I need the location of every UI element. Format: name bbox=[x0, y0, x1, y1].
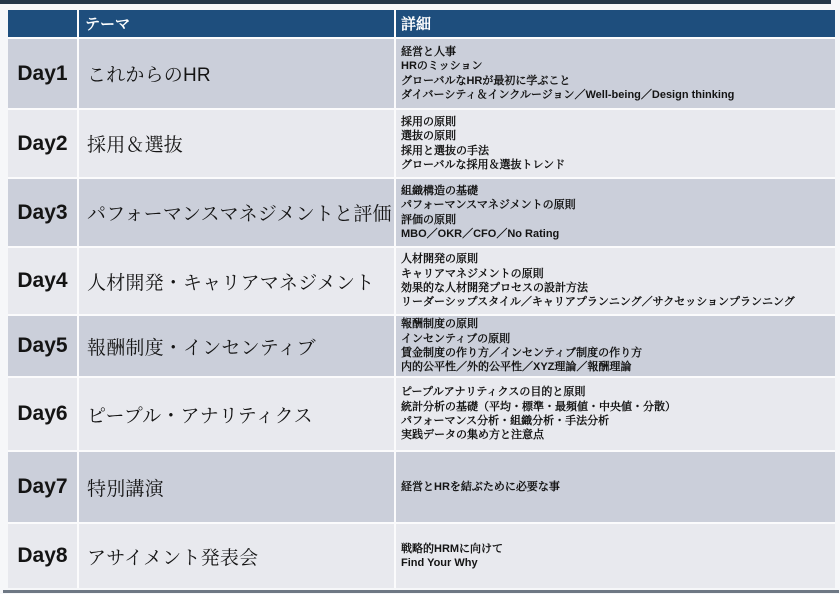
day-label-day2: Day2 bbox=[8, 110, 77, 177]
detail-line: 戦略的HRMに向けて bbox=[401, 542, 504, 555]
detail-cell-day1 bbox=[396, 39, 835, 108]
detail-line: 人材開発の原則 bbox=[401, 253, 478, 266]
day-label-day3: Day3 bbox=[8, 179, 77, 246]
detail-line: 実践データの集め方と注意点 bbox=[401, 429, 544, 442]
detail-line: 内的公平性／外的公平性／XYZ理論／報酬理論 bbox=[401, 361, 632, 374]
detail-line: パフォーマンス分析・組織分析・手法分析 bbox=[401, 415, 610, 427]
header-day-cell bbox=[8, 10, 77, 37]
top-edge-bar bbox=[0, 0, 831, 4]
theme-cell-day1: これからのHR bbox=[79, 39, 394, 108]
curriculum-table bbox=[8, 10, 835, 588]
detail-cell-day6 bbox=[396, 378, 835, 450]
theme-cell-day2: 採用＆選抜 bbox=[79, 110, 394, 177]
day-label-day1: Day1 bbox=[8, 39, 77, 108]
theme-cell-day4: 人材開発・キャリアマネジメント bbox=[79, 248, 394, 314]
detail-line: Find Your Why bbox=[401, 557, 478, 569]
day-label-day4: Day4 bbox=[8, 248, 77, 314]
detail-cell-day4 bbox=[396, 248, 835, 314]
theme-cell-day8: アサイメント発表会 bbox=[79, 524, 394, 588]
detail-line: MBO／OKR／CFO／No Rating bbox=[401, 227, 560, 240]
detail-line: キャリアマネジメントの原則 bbox=[401, 267, 544, 280]
day-label-day6: Day6 bbox=[8, 378, 77, 450]
detail-line: 賃金制度の作り方／インセンティブ制度の作り方 bbox=[401, 347, 643, 359]
detail-line: HRのミッション bbox=[401, 60, 483, 73]
header-detail-cell: 詳細 bbox=[396, 10, 835, 37]
theme-cell-day3: パフォーマンスマネジメントと評価 bbox=[79, 179, 394, 246]
detail-line: 統計分析の基礎（平均・標準・最頻値・中央値・分散） bbox=[401, 400, 676, 413]
header-theme-cell: テーマ bbox=[79, 10, 394, 37]
detail-line: グローバルな採用＆選抜トレンド bbox=[401, 158, 566, 171]
detail-line: グローバルなHRが最初に学ぶこと bbox=[401, 74, 571, 87]
detail-cell-day2 bbox=[396, 110, 835, 177]
detail-line: ピープルアナリティクスの目的と原則 bbox=[401, 386, 586, 399]
detail-line: 経営と人事 bbox=[401, 45, 456, 58]
detail-line: 評価の原則 bbox=[401, 213, 456, 226]
detail-line: リーダーシップスタイル／キャリアプランニング／サクセッションプランニング bbox=[401, 296, 795, 309]
theme-cell-day7: 特別講演 bbox=[79, 452, 394, 522]
day-label-day8: Day8 bbox=[8, 524, 77, 588]
detail-line: 報酬制度の原則 bbox=[401, 318, 478, 331]
bottom-edge-bar bbox=[3, 590, 839, 593]
theme-cell-day6: ピープル・アナリティクス bbox=[79, 378, 394, 450]
detail-cell-day7 bbox=[396, 452, 835, 522]
detail-line: 選抜の原則 bbox=[401, 130, 456, 143]
detail-line: 経営とHRを結ぶために必要な事 bbox=[401, 480, 560, 493]
detail-line: 効果的な人材開発プロセスの設計方法 bbox=[401, 282, 588, 294]
day-label-day5: Day5 bbox=[8, 316, 77, 376]
detail-cell-day3 bbox=[396, 179, 835, 246]
detail-line: インセンティブの原則 bbox=[401, 332, 511, 345]
detail-line: 採用の原則 bbox=[401, 115, 456, 128]
detail-cell-day5 bbox=[396, 316, 835, 376]
detail-cell-day8 bbox=[396, 524, 835, 588]
theme-cell-day5: 報酬制度・インセンティブ bbox=[79, 316, 394, 376]
detail-line: 採用と選抜の手法 bbox=[401, 144, 489, 157]
day-label-day7: Day7 bbox=[8, 452, 77, 522]
detail-line: 組織構造の基礎 bbox=[401, 184, 478, 197]
detail-line: ダイバーシティ＆インクルージョン／Well-being／Design thinking bbox=[401, 88, 735, 101]
detail-line: パフォーマンスマネジメントの原則 bbox=[401, 199, 576, 212]
